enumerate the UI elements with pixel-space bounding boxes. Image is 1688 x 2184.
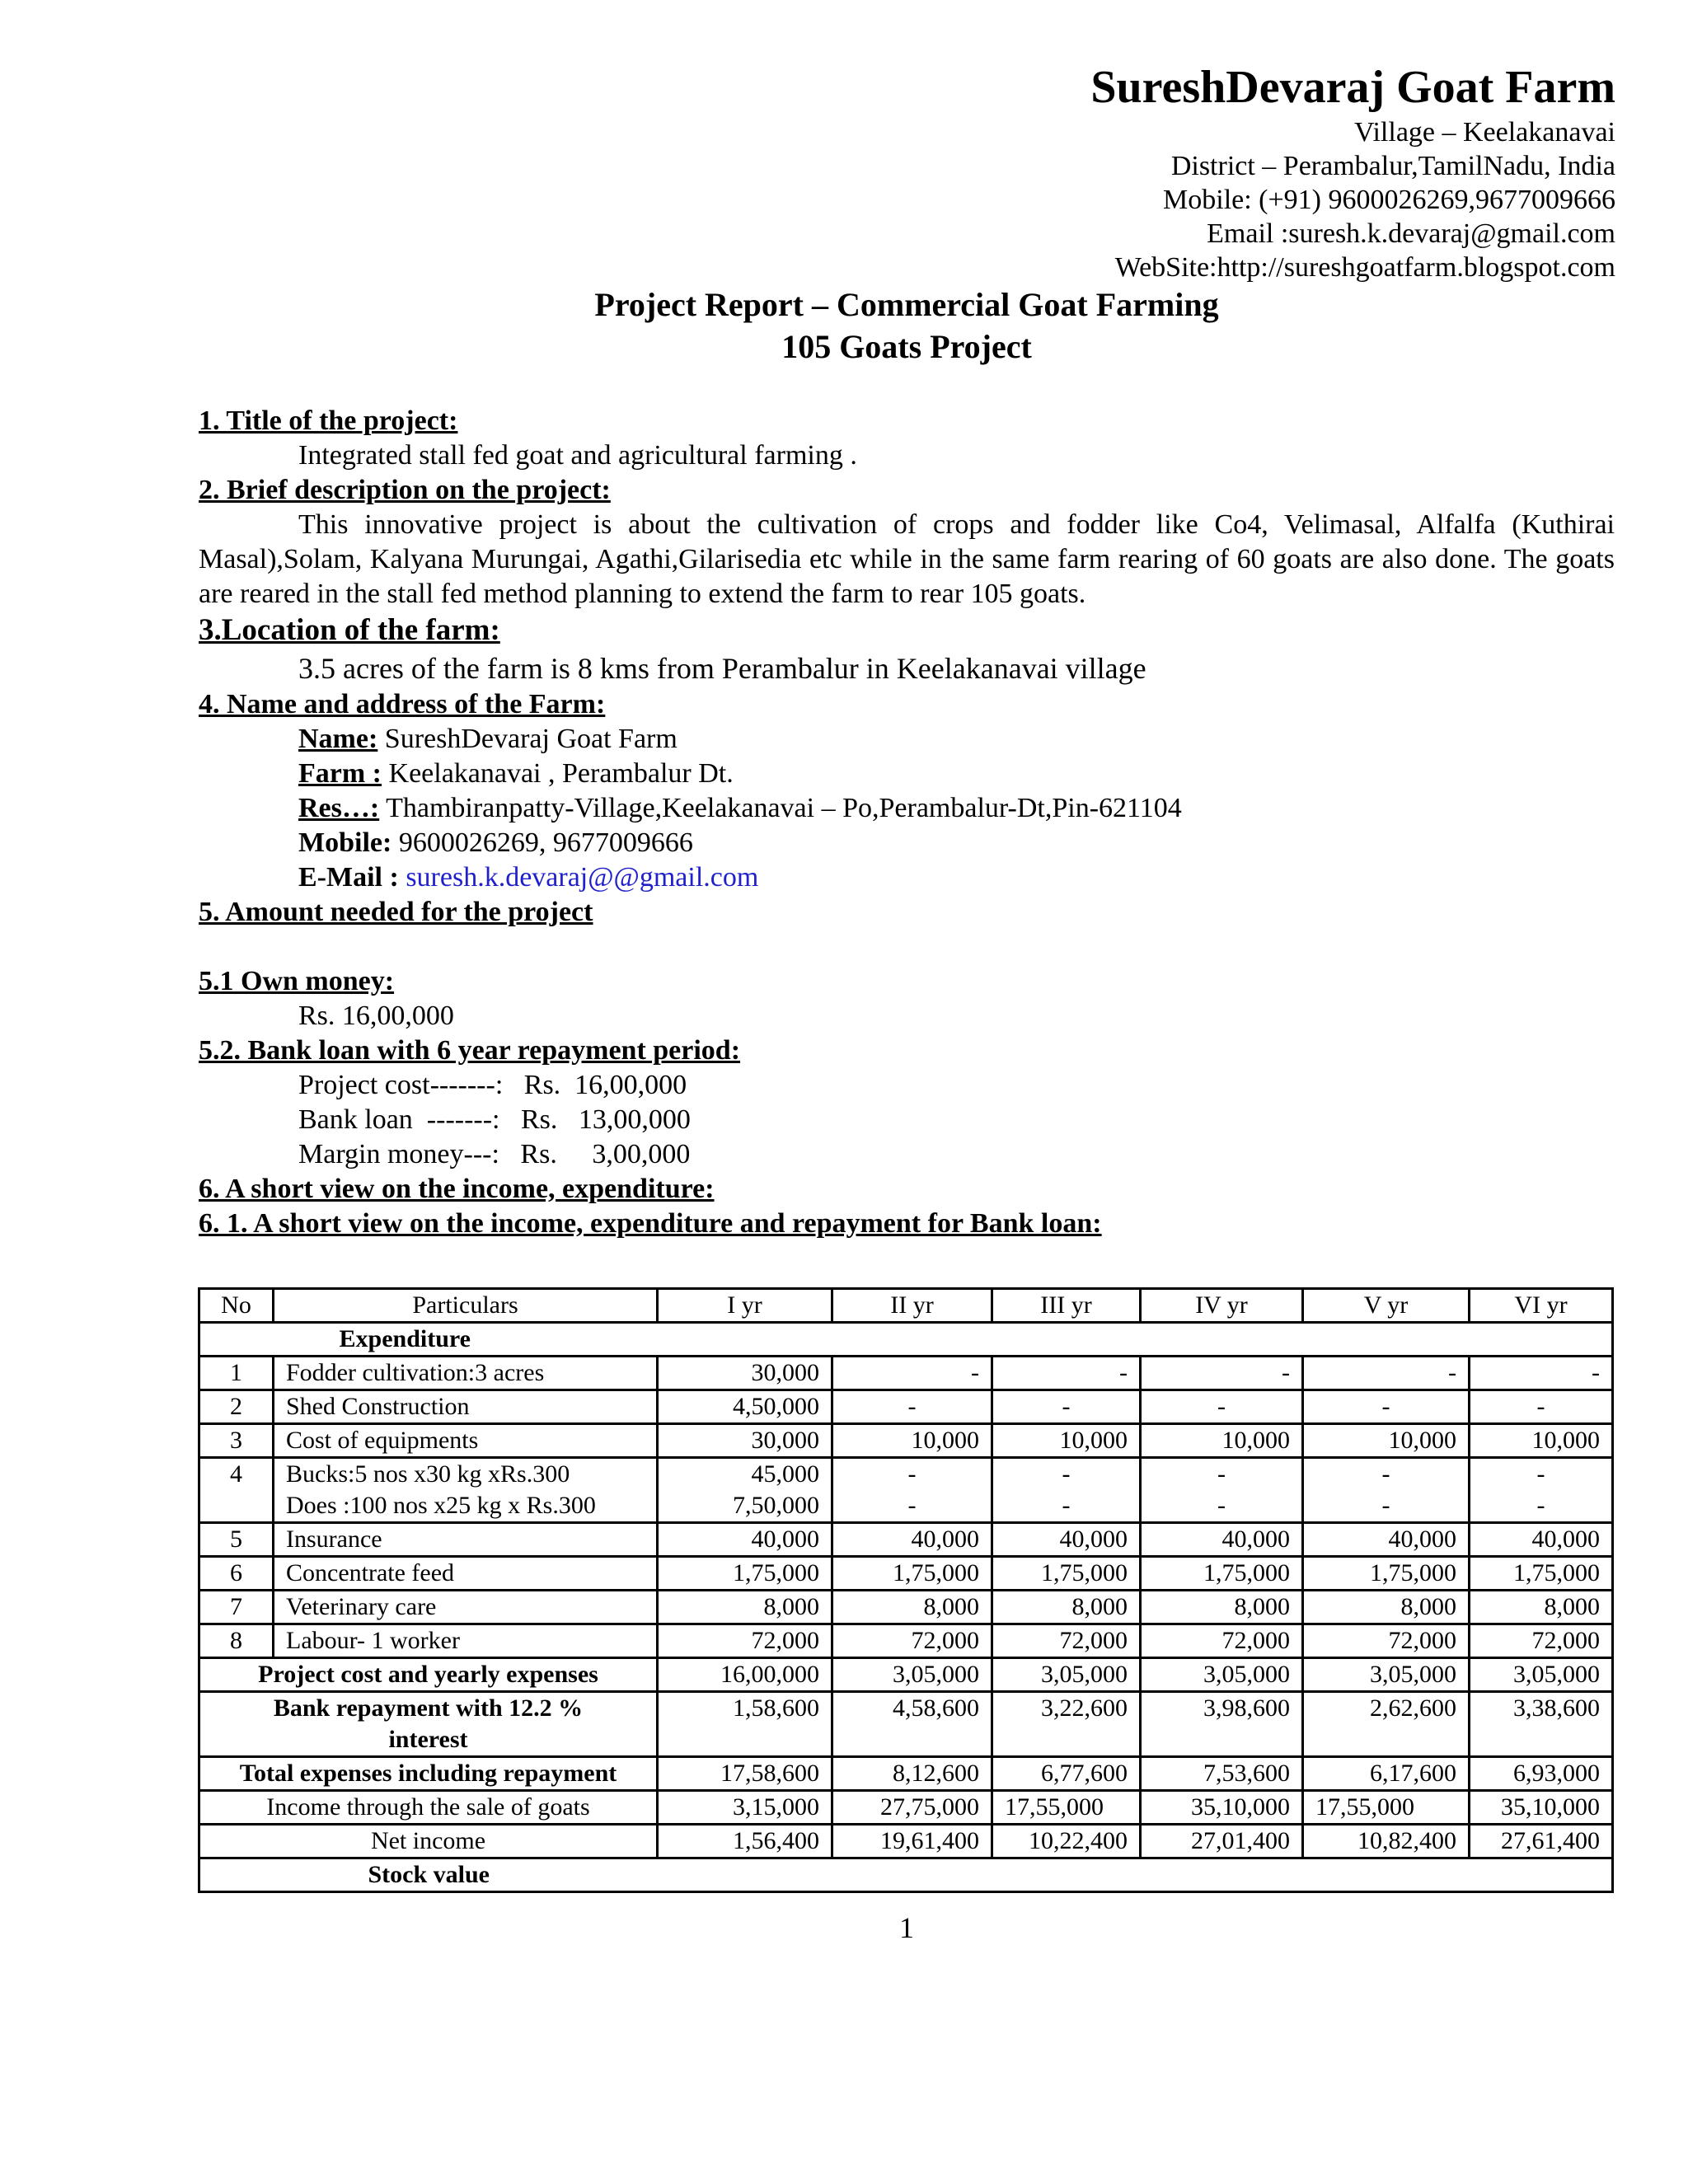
mobile-value: 9600026269, 9677009666 <box>392 827 693 858</box>
project-cost-row-label: Project cost and yearly expenses <box>199 1658 658 1692</box>
row-value: 1,75,000 <box>658 1557 832 1591</box>
project-cost-row <box>199 1658 1613 1692</box>
row-value: 45,000 <box>658 1458 832 1491</box>
row-value: 40,000 <box>1470 1523 1613 1557</box>
row-value: 1,75,000 <box>1303 1557 1470 1591</box>
row-value: - <box>1141 1490 1303 1523</box>
row-value: 8,000 <box>1303 1591 1470 1624</box>
column-header: VI yr <box>1470 1289 1613 1323</box>
row-value: 6,77,600 <box>992 1757 1141 1791</box>
row-value: - <box>1470 1458 1613 1491</box>
section4-heading: 4. Name and address of the Farm: <box>199 689 606 719</box>
section5-heading: 5. Amount needed for the project <box>199 897 593 927</box>
row-value: 2,62,600 <box>1303 1692 1470 1757</box>
row-number: 4 <box>199 1458 274 1491</box>
column-header: IV yr <box>1141 1289 1303 1323</box>
letterhead <box>1090 59 1615 284</box>
row-value: 8,000 <box>658 1591 832 1624</box>
row-value: 3,05,000 <box>1141 1658 1303 1692</box>
row-value: 72,000 <box>1303 1624 1470 1658</box>
row-value: 35,10,000 <box>1470 1791 1613 1825</box>
row-particular: Veterinary care <box>274 1591 658 1624</box>
email-line: Email :suresh.k.devaraj@gmail.com <box>1207 218 1615 249</box>
row-value: 1,75,000 <box>832 1557 992 1591</box>
row-value: 8,000 <box>1470 1591 1613 1624</box>
row-value: - <box>832 1458 992 1491</box>
row-value: 40,000 <box>992 1523 1141 1557</box>
row-value: - <box>992 1390 1141 1424</box>
row-value: - <box>1470 1357 1613 1390</box>
mobile-row <box>199 826 1615 860</box>
table-cell <box>658 1323 1613 1357</box>
net-income-row <box>199 1825 1613 1858</box>
bank-repayment-label-line2: interest <box>388 1726 468 1753</box>
bank-repayment-row <box>199 1692 1613 1757</box>
row-value: 3,38,600 <box>1470 1692 1613 1757</box>
row-particular: Cost of equipments <box>274 1424 658 1458</box>
row-value: - <box>1141 1357 1303 1390</box>
row-value: 72,000 <box>658 1624 832 1658</box>
row-value: - <box>1303 1458 1470 1491</box>
column-header: Particulars <box>274 1289 658 1323</box>
report-title <box>0 284 1688 368</box>
row-value: - <box>832 1390 992 1424</box>
email-row <box>199 860 1615 895</box>
row-particular: Shed Construction <box>274 1390 658 1424</box>
table-row <box>199 1390 1613 1424</box>
row-value: 3,22,600 <box>992 1692 1141 1757</box>
section3-text: 3.5 acres of the farm is 8 kms from Perambalur in Keelakanavai village <box>298 652 1146 685</box>
row-value: 4,58,600 <box>832 1692 992 1757</box>
farm-name-row <box>199 722 1615 757</box>
row-value: 3,05,000 <box>992 1658 1141 1692</box>
own-money-value: Rs. 16,00,000 <box>298 1001 454 1031</box>
row-value: 1,75,000 <box>992 1557 1141 1591</box>
section2-text: This innovative project is about the cultivation of crops and fodder like Co4, Velimasal, Alfalfa (Kuthirai Masal),Solam, Kalyana Murungai, Agathi,Gilarisedia etc while in the same farm rearing of 60 goats are also done. The goats are reared in the stall fed method planning to extend the farm to rear 105 goats. <box>199 509 1615 609</box>
row-value: 27,01,400 <box>1141 1825 1303 1858</box>
row-particular: Concentrate feed <box>274 1557 658 1591</box>
mobile-line: Mobile: (+91) 9600026269,9677009666 <box>1163 185 1615 215</box>
row-particular: Fodder cultivation:3 acres <box>274 1357 658 1390</box>
row-value: 40,000 <box>658 1523 832 1557</box>
email-link[interactable]: suresh.k.devaraj@@gmail.com <box>398 862 759 893</box>
section1-text: Integrated stall fed goat and agricultural farming . <box>298 440 857 471</box>
table-row <box>199 1458 1613 1491</box>
farm-location-row <box>199 757 1615 791</box>
row-value: 30,000 <box>658 1357 832 1390</box>
row-value: - <box>832 1490 992 1523</box>
row-value: 10,000 <box>1303 1424 1470 1458</box>
row-value: 6,93,000 <box>1470 1757 1613 1791</box>
row-value: 10,000 <box>992 1424 1141 1458</box>
row-value: 1,56,400 <box>658 1825 832 1858</box>
row-value: 17,55,000 <box>992 1791 1141 1825</box>
column-header: V yr <box>1303 1289 1470 1323</box>
table-row <box>199 1523 1613 1557</box>
row-value: 4,50,000 <box>658 1390 832 1424</box>
row-number: 3 <box>199 1424 274 1458</box>
row-particular: Insurance <box>274 1523 658 1557</box>
table-row <box>199 1624 1613 1658</box>
section6-1-heading: 6. 1. A short view on the income, expenditure and repayment for Bank loan: <box>199 1208 1102 1239</box>
row-number: 8 <box>199 1624 274 1658</box>
column-header: II yr <box>832 1289 992 1323</box>
farm-label: Farm : <box>298 758 382 789</box>
row-value: 8,12,600 <box>832 1757 992 1791</box>
own-money-heading: 5.1 Own money: <box>199 966 395 996</box>
mobile-label: Mobile: <box>298 827 392 858</box>
expenditure-label: Expenditure <box>274 1323 658 1357</box>
row-value: 3,15,000 <box>658 1791 832 1825</box>
row-value: 30,000 <box>658 1424 832 1458</box>
bank-loan-heading: 5.2. Bank loan with 6 year repayment period: <box>199 1035 741 1066</box>
row-value: 8,000 <box>992 1591 1141 1624</box>
income-row-label: Income through the sale of goats <box>199 1791 658 1825</box>
finance-table <box>198 1287 1614 1893</box>
row-value: - <box>1303 1490 1470 1523</box>
row-value: 6,17,600 <box>1303 1757 1470 1791</box>
row-particular: Bucks:5 nos x30 kg xRs.300 <box>274 1458 658 1491</box>
row-value: 35,10,000 <box>1141 1791 1303 1825</box>
table-cell <box>199 1323 274 1357</box>
row-value: 1,75,000 <box>1470 1557 1613 1591</box>
row-number: 5 <box>199 1523 274 1557</box>
table-row <box>199 1424 1613 1458</box>
row-value: 10,000 <box>1141 1424 1303 1458</box>
row-value: 72,000 <box>832 1624 992 1658</box>
row-value: - <box>1141 1458 1303 1491</box>
row-value: 17,58,600 <box>658 1757 832 1791</box>
row-value: 40,000 <box>1303 1523 1470 1557</box>
village-line: Village – Keelakanavai <box>1353 117 1615 148</box>
table-row <box>199 1357 1613 1390</box>
row-number: 6 <box>199 1557 274 1591</box>
row-value: 8,000 <box>1141 1591 1303 1624</box>
res-label: Res…: <box>298 793 380 823</box>
row-value: 10,000 <box>832 1424 992 1458</box>
row-value: - <box>1141 1390 1303 1424</box>
row-value: 16,00,000 <box>658 1658 832 1692</box>
row-value: 1,75,000 <box>1141 1557 1303 1591</box>
row-value: 10,22,400 <box>992 1825 1141 1858</box>
row-value: 19,61,400 <box>832 1825 992 1858</box>
residence-row <box>199 791 1615 826</box>
row-value: 7,50,000 <box>658 1490 832 1523</box>
page-number: 1 <box>899 1911 914 1944</box>
section6-heading: 6. A short view on the income, expenditure: <box>199 1174 715 1204</box>
stock-value-row <box>199 1858 1613 1892</box>
section1-heading: 1. Title of the project: <box>199 405 458 436</box>
table-row <box>199 1323 1613 1357</box>
row-number: 2 <box>199 1390 274 1424</box>
row-value: - <box>1470 1490 1613 1523</box>
row-value: 72,000 <box>1141 1624 1303 1658</box>
row-value: - <box>1303 1390 1470 1424</box>
section3-heading: 3.Location of the farm: <box>199 613 500 647</box>
table-row <box>199 1490 1613 1523</box>
bank-repayment-label-line1: Bank repayment with 12.2 % <box>273 1694 584 1722</box>
report-title-line2: 105 Goats Project <box>781 328 1032 365</box>
row-value: 3,05,000 <box>1303 1658 1470 1692</box>
email-label: E-Mail : <box>298 862 399 893</box>
row-value: 72,000 <box>992 1624 1141 1658</box>
res-value: Thambiranpatty-Village,Keelakanavai – Po,Perambalur-Dt,Pin-621104 <box>379 793 1182 823</box>
table-header-row <box>199 1289 1613 1323</box>
report-title-line1: Project Report – Commercial Goat Farming <box>594 286 1219 323</box>
project-cost-line: Project cost-------: Rs. 16,00,000 <box>298 1070 687 1100</box>
name-label: Name: <box>298 724 378 754</box>
column-header: No <box>199 1289 274 1323</box>
row-value: 27,61,400 <box>1470 1825 1613 1858</box>
row-value: - <box>992 1357 1141 1390</box>
row-value: - <box>832 1357 992 1390</box>
row-value: 72,000 <box>1470 1624 1613 1658</box>
margin-money-line: Margin money---: Rs. 3,00,000 <box>298 1139 691 1169</box>
total-expenses-row <box>199 1757 1613 1791</box>
row-particular: Does :100 nos x25 kg x Rs.300 <box>274 1490 658 1523</box>
farm-name: SureshDevaraj Goat Farm <box>1090 62 1615 113</box>
income-row <box>199 1791 1613 1825</box>
row-value: 8,000 <box>832 1591 992 1624</box>
section2-heading: 2. Brief description on the project: <box>199 475 611 505</box>
row-particular: Labour- 1 worker <box>274 1624 658 1658</box>
row-value: 40,000 <box>832 1523 992 1557</box>
column-header: I yr <box>658 1289 832 1323</box>
table-row <box>199 1557 1613 1591</box>
row-value: 27,75,000 <box>832 1791 992 1825</box>
row-number: 1 <box>199 1357 274 1390</box>
total-expenses-row-label: Total expenses including repayment <box>199 1757 658 1791</box>
row-value: - <box>1303 1357 1470 1390</box>
row-value: - <box>992 1490 1141 1523</box>
row-value: 3,05,000 <box>832 1658 992 1692</box>
website-line: WebSite:http://sureshgoatfarm.blogspot.com <box>1114 252 1615 283</box>
net-income-row-label: Net income <box>199 1825 658 1858</box>
row-value: 7,53,600 <box>1141 1757 1303 1791</box>
row-value: 40,000 <box>1141 1523 1303 1557</box>
row-value: 1,58,600 <box>658 1692 832 1757</box>
bank-loan-line: Bank loan -------: Rs. 13,00,000 <box>298 1104 691 1135</box>
row-value: - <box>992 1458 1141 1491</box>
table-cell <box>658 1858 1613 1892</box>
district-line: District – Perambalur,TamilNadu, India <box>1170 151 1615 181</box>
row-value: 10,000 <box>1470 1424 1613 1458</box>
row-value: - <box>1470 1390 1613 1424</box>
row-number <box>199 1490 274 1523</box>
bank-repayment-label <box>199 1692 658 1757</box>
row-value: 17,55,000 <box>1303 1791 1470 1825</box>
row-value: 3,98,600 <box>1141 1692 1303 1757</box>
column-header: III yr <box>992 1289 1141 1323</box>
row-value: 10,82,400 <box>1303 1825 1470 1858</box>
name-value: SureshDevaraj Goat Farm <box>377 724 678 754</box>
row-value: 3,05,000 <box>1470 1658 1613 1692</box>
stock-value-label: Stock value <box>199 1858 658 1892</box>
farm-value: Keelakanavai , Perambalur Dt. <box>382 758 734 789</box>
report-body <box>199 404 1615 1241</box>
table-row <box>199 1591 1613 1624</box>
row-number: 7 <box>199 1591 274 1624</box>
